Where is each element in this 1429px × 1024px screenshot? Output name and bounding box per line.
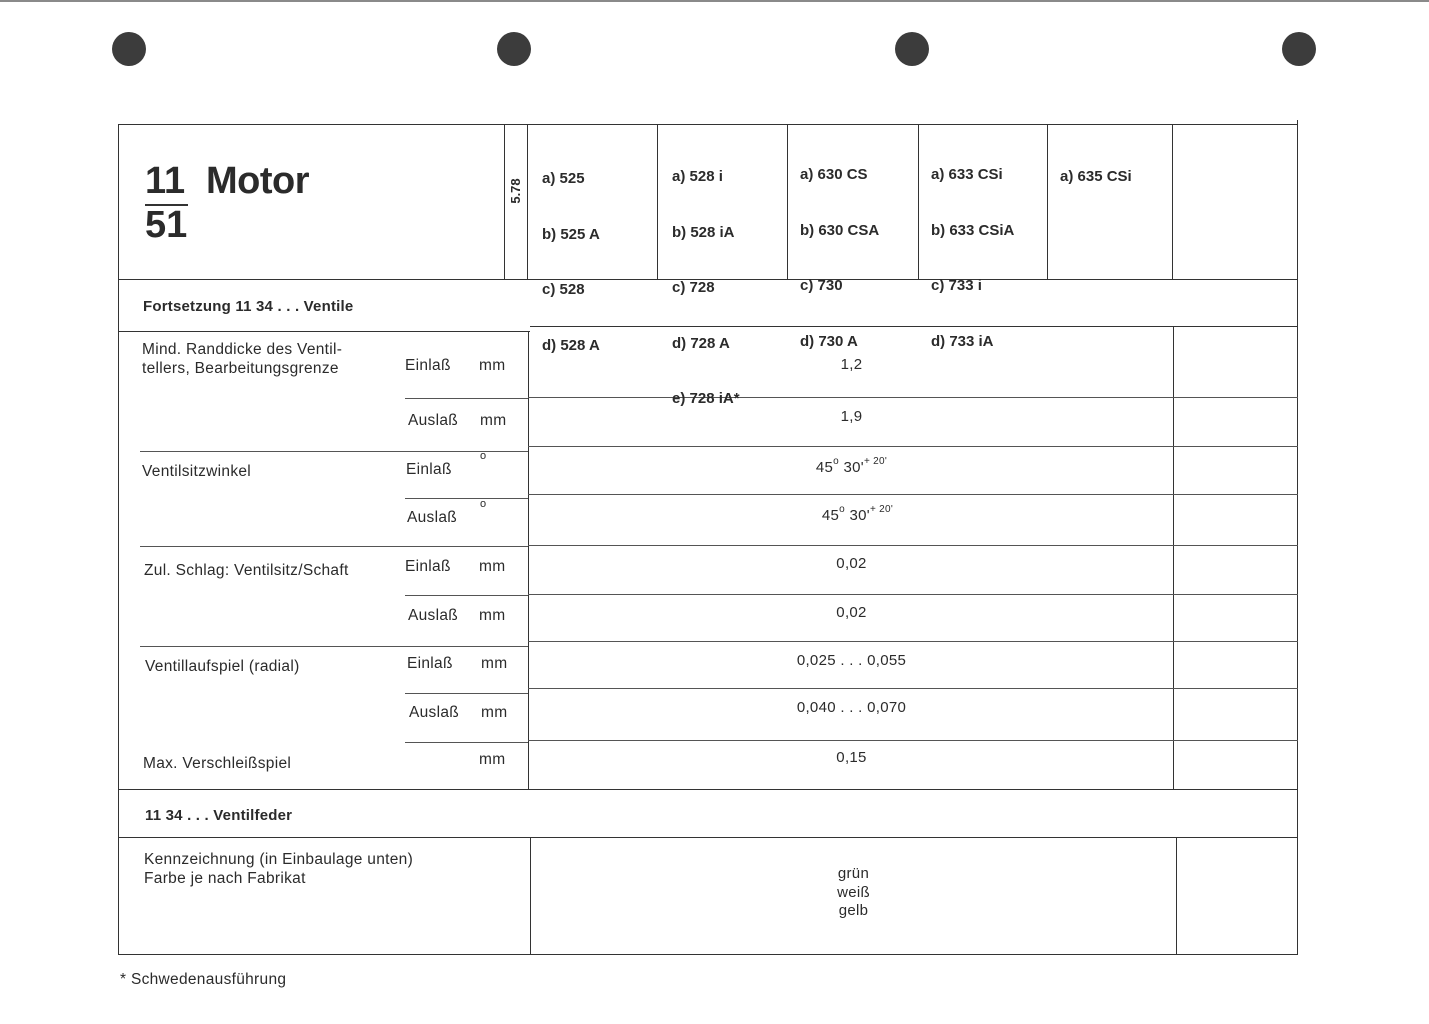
- degree-mark: o: [833, 456, 840, 467]
- angle-minutes: 30': [843, 459, 864, 476]
- model-column-4: [931, 129, 1014, 370]
- model-label: c) 528: [542, 281, 585, 298]
- model-label: a) 630 CS: [800, 166, 868, 183]
- port-einlass: Einlaß: [407, 655, 453, 672]
- model-label: a) 525: [542, 170, 585, 187]
- label-sitzwinkel: Ventilsitzwinkel: [142, 463, 252, 480]
- value-laufspiel-auslass: 0,040 . . . 0,070: [796, 699, 907, 716]
- issue-date: 5.78: [508, 178, 523, 204]
- model-label: a) 633 CSi: [931, 166, 1003, 183]
- model-label: c) 733 i: [931, 277, 982, 294]
- group-number: 11: [145, 160, 186, 202]
- degree-mark: o: [839, 504, 846, 515]
- value-laufspiel-einlass: 0,025 . . . 0,055: [796, 652, 907, 669]
- label-line: Kennzeichnung (in Einbaulage unten): [144, 851, 414, 868]
- unit-mm: mm: [479, 558, 506, 575]
- angle-degrees: 45: [821, 507, 840, 524]
- unit-mm: mm: [481, 655, 508, 672]
- value-randdicke-einlass: 1,2: [840, 356, 863, 373]
- unit-mm: mm: [480, 412, 507, 429]
- value-sitzwinkel-auslass: [536, 506, 1179, 524]
- port-auslass: Auslaß: [408, 412, 459, 429]
- sub-number: 51: [145, 204, 188, 246]
- angle-minutes: 30': [849, 507, 870, 524]
- model-label: e) 728 iA*: [672, 390, 740, 407]
- value-randdicke-auslass: 1,9: [840, 408, 863, 425]
- label-randdicke: [142, 340, 342, 378]
- unit-mm: mm: [479, 357, 506, 374]
- angle-tolerance: + 20': [863, 456, 888, 467]
- unit-degree: o: [480, 498, 487, 510]
- section-title-ventile: Fortsetzung 11 34 . . . Ventile: [143, 298, 354, 315]
- model-label: d) 730 A: [800, 332, 858, 350]
- model-label: a) 528 i: [672, 168, 723, 185]
- unit-mm: mm: [479, 607, 506, 624]
- color-value: gelb: [838, 902, 869, 919]
- model-label: c) 728: [672, 279, 715, 296]
- page-title: Motor: [206, 160, 310, 202]
- port-einlass: Einlaß: [406, 461, 452, 478]
- color-value: weiß: [837, 883, 870, 901]
- unit-mm: mm: [479, 751, 506, 768]
- model-label: d) 728 A: [672, 334, 730, 352]
- value-schlag-auslass: 0,02: [836, 604, 867, 621]
- model-column-1: [542, 133, 600, 374]
- model-label: b) 525 A: [542, 225, 600, 243]
- model-label: d) 733 iA: [931, 332, 994, 350]
- unit-mm: mm: [481, 704, 508, 721]
- label-kennzeichnung: [144, 850, 413, 888]
- port-einlass: Einlaß: [405, 357, 451, 374]
- label-line: Mind. Randdicke des Ventil-: [142, 341, 343, 358]
- value-schlag-einlass: 0,02: [836, 555, 867, 572]
- model-column-5: [1060, 131, 1132, 205]
- model-label: b) 528 iA: [672, 223, 735, 241]
- section-title-ventilfeder: 11 34 . . . Ventilfeder: [145, 807, 293, 824]
- spring-colors: [532, 865, 1175, 921]
- punch-hole: [1282, 32, 1316, 66]
- punch-hole: [497, 32, 531, 66]
- port-einlass: Einlaß: [405, 558, 451, 575]
- color-value: grün: [837, 865, 870, 882]
- label-laufspiel: Ventillaufspiel (radial): [145, 658, 300, 675]
- label-line: tellers, Bearbeitungsgrenze: [142, 360, 339, 377]
- model-column-3: [800, 129, 879, 370]
- model-label: c) 730: [800, 277, 843, 294]
- label-schlag: Zul. Schlag: Ventilsitz/Schaft: [144, 562, 349, 579]
- port-auslass: Auslaß: [407, 509, 458, 526]
- angle-degrees: 45: [815, 459, 834, 476]
- label-verschleiss: Max. Verschleißspiel: [143, 755, 292, 772]
- model-label: d) 528 A: [542, 336, 600, 354]
- value-sitzwinkel-einlass: [530, 458, 1173, 476]
- footnote: * Schwedenausführung: [120, 971, 287, 988]
- punch-hole: [112, 32, 146, 66]
- port-auslass: Auslaß: [409, 704, 460, 721]
- value-verschleiss: 0,15: [836, 749, 867, 766]
- model-label: b) 630 CSA: [800, 221, 880, 239]
- punch-hole: [895, 32, 929, 66]
- unit-degree: o: [480, 450, 487, 462]
- model-column-2: [672, 131, 740, 427]
- label-line: Farbe je nach Fabrikat: [144, 870, 306, 887]
- model-label: a) 635 CSi: [1060, 168, 1132, 185]
- page-top-edge: [0, 0, 1429, 2]
- angle-tolerance: + 20': [869, 504, 894, 515]
- port-auslass: Auslaß: [408, 607, 459, 624]
- model-label: b) 633 CSiA: [931, 221, 1015, 239]
